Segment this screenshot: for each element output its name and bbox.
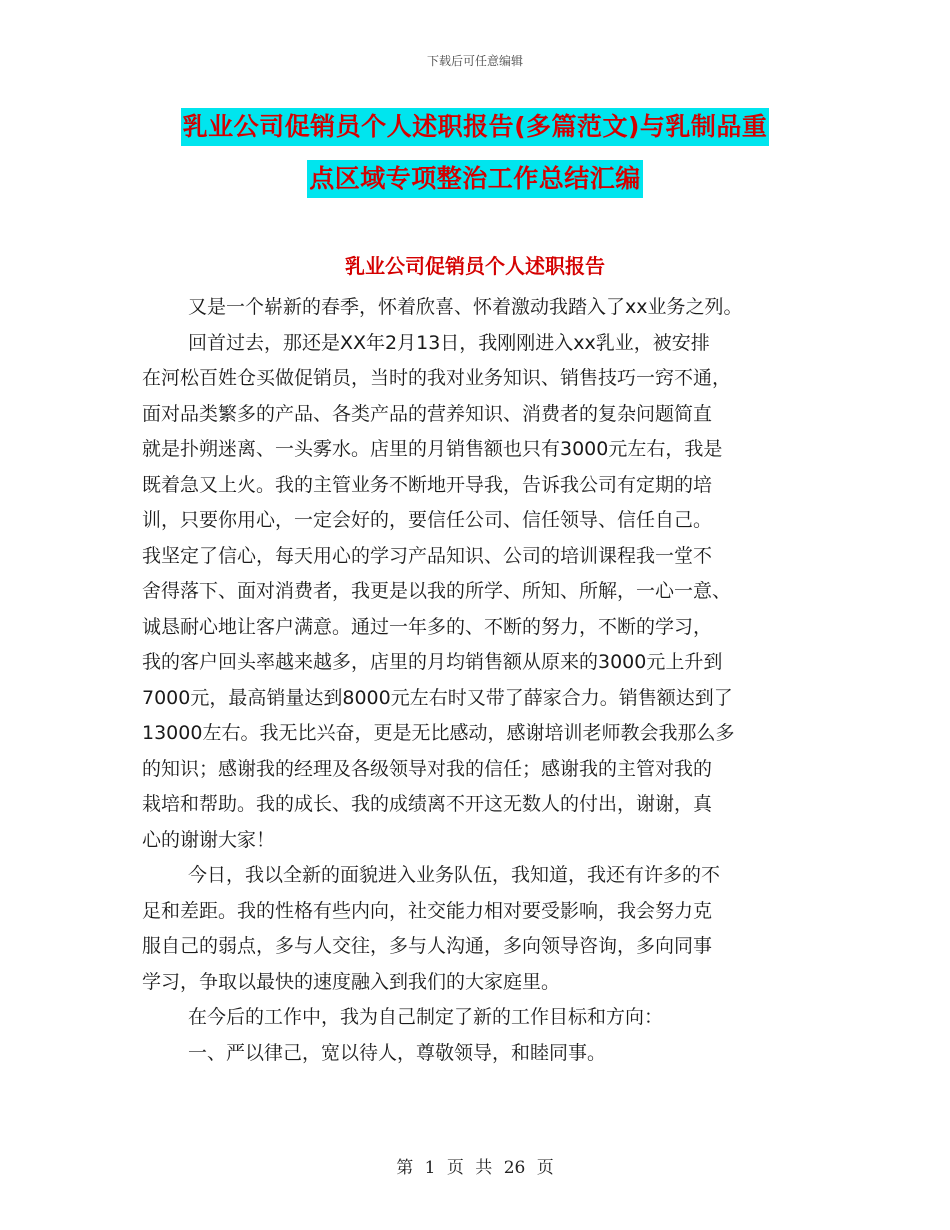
text-line: 我坚定了信心，每天用心的学习产品知识、公司的培训课程我一堂不: [142, 544, 713, 567]
text-line: 舍得落下、面对消费者，我更是以我的所学、所知、所解，一心一意、: [142, 580, 732, 602]
text-line: 我的客户回头率越来越多，店里的月均销售额从原来的3000元上升到: [142, 651, 723, 673]
document-title: [0, 108, 950, 198]
text-line: 面对品类繁多的产品、各类产品的营养知识、消费者的复杂问题简直: [142, 402, 713, 425]
header-note: 下载后可任意编辑: [426, 54, 523, 68]
text-line: 的知识；感谢我的经理及各级领导对我的信任；感谢我的主管对我的: [142, 757, 713, 780]
text-line: 一、严以律己，宽以待人，尊敬领导，和睦同事。: [188, 1041, 607, 1064]
text-line: 栽培和帮助。我的成长、我的成绩离不开这无数人的付出，谢谢，真: [142, 793, 713, 815]
text-line: 服自己的弱点，多与人交往，多与人沟通，多向领导咨询，多向同事: [142, 935, 713, 957]
text-line: 回首过去，那还是XX年2月13日，我刚刚进入xx乳业，被安排: [188, 331, 710, 354]
text-line: 又是一个崭新的春季，怀着欣喜、怀着激动我踏入了xx业务之列。: [188, 296, 743, 318]
text-line: 学习，争取以最快的速度融入到我们的大家庭里。: [142, 970, 561, 993]
text-line: 今日，我以全新的面貌进入业务队伍，我知道，我还有许多的不: [188, 864, 721, 886]
text-line: 在今后的工作中，我为自己制定了新的工作目标和方向：: [188, 1006, 664, 1028]
text-line: 诚恳耐心地让客户满意。通过一年多的、不断的努力，不断的学习，: [142, 615, 713, 638]
text-line: 足和差距。我的性格有些内向，社交能力相对要受影响，我会努力克: [142, 899, 713, 922]
text-line: 在河松百姓仓买做促销员，当时的我对业务知识、销售技巧一窍不通，: [142, 367, 732, 389]
text-line: 既着急又上火。我的主管业务不断地开导我，告诉我公司有定期的培: [142, 473, 713, 496]
text-line: 训，只要你用心，一定会好的，要信任公司、信任领导、信任自己。: [142, 509, 713, 531]
body-text: [142, 290, 832, 1071]
title-line-1: 乳业公司促销员个人述职报告(多篇范文)与乳制品重: [181, 108, 770, 146]
page-footer: 第 1 页 共 26 页: [396, 1158, 554, 1178]
text-line: 就是扑朔迷离、一头雾水。店里的月销售额也只有3000元左右，我是: [142, 438, 723, 460]
text-line: 13000左右。我无比兴奋，更是无比感动，感谢培训老师教会我那么多: [142, 722, 735, 744]
title-line-2: 点区域专项整治工作总结汇编: [307, 160, 643, 198]
text-line: 7000元，最高销量达到8000元左右时又带了薛家合力。销售额达到了: [142, 686, 733, 709]
text-line: 心的谢谢大家！: [142, 828, 276, 851]
section-title: 乳业公司促销员个人述职报告: [345, 254, 605, 278]
